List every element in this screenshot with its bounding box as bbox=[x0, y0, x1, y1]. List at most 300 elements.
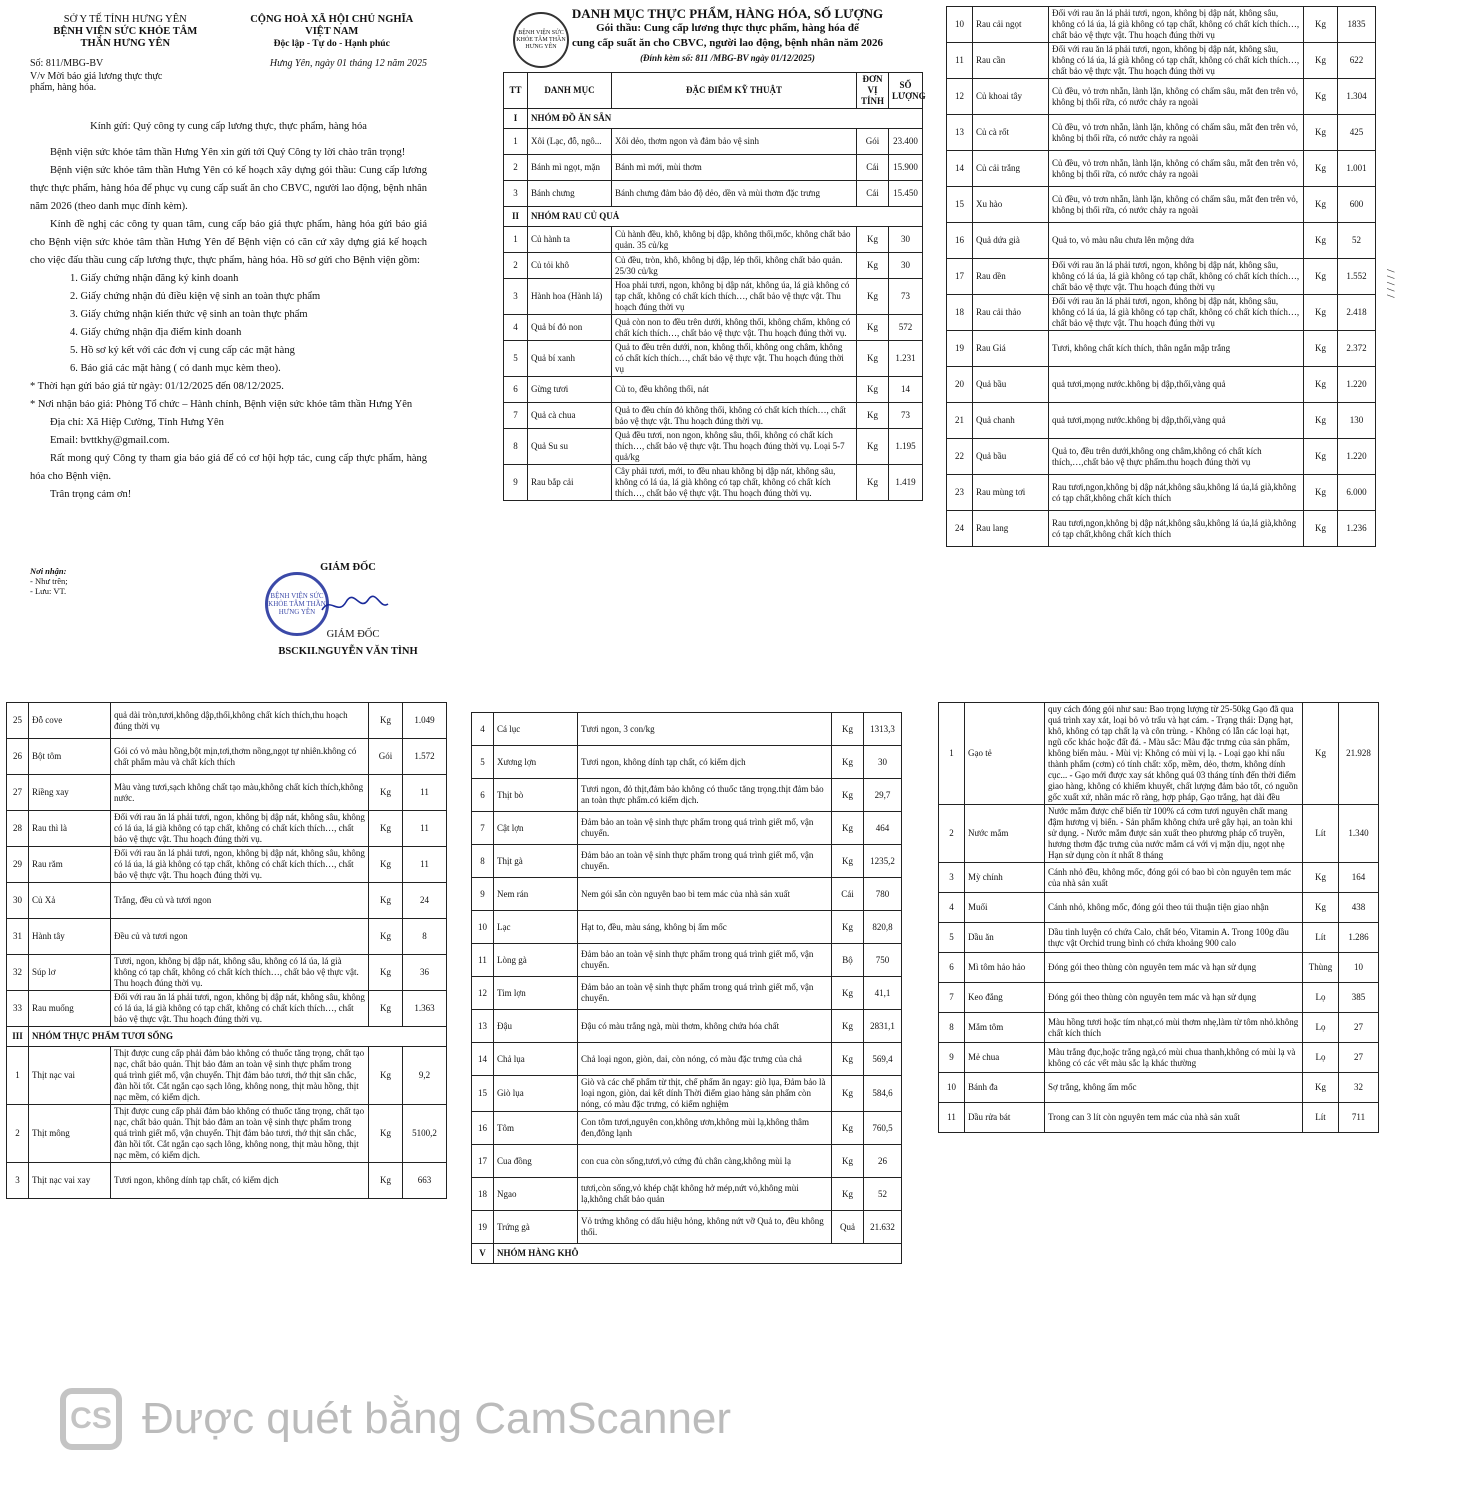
item-qty: 52 bbox=[1338, 223, 1376, 259]
table-row bbox=[7, 919, 447, 955]
org-line-1: SỞ Y TẾ TỈNH HƯNG YÊN bbox=[63, 14, 187, 25]
table-row bbox=[504, 207, 923, 227]
item-number: 1 bbox=[939, 703, 965, 805]
document-date: Hưng Yên, ngày 01 tháng 12 năm 2025 bbox=[269, 58, 427, 69]
item-name: Cua đồng bbox=[494, 1145, 578, 1178]
reference-line bbox=[30, 58, 427, 69]
thanks: Trân trọng cảm ơn! bbox=[50, 489, 132, 500]
item-spec: Củ đều, vỏ trơn nhẵn, lành lặn, không có chấm sâu, mắt đen trên vỏ, không bị thối rữa, có nước chảy ra ngoài bbox=[1049, 187, 1304, 223]
table-row bbox=[472, 878, 902, 911]
table-row bbox=[7, 955, 447, 991]
item-number: 8 bbox=[472, 845, 494, 878]
item-qty: 11 bbox=[403, 847, 447, 883]
item-unit: Kg bbox=[369, 775, 403, 811]
item-spec: Bánh mì mới, mùi thơm bbox=[612, 155, 857, 181]
table-row bbox=[472, 1076, 902, 1112]
item-unit: Kg bbox=[369, 955, 403, 991]
item-spec: Củ đều, vỏ trơn nhẵn, lành lặn, không có chấm sâu, mắt đen trên vỏ, không bị thối rữa, có nước chảy ra ngoài bbox=[1049, 115, 1304, 151]
item-spec: tươi,còn sống,vỏ khép chặt không hở mép,nứt vỏ,không mùi lạ,không chất bảo quản bbox=[578, 1178, 832, 1211]
item-qty: 21.632 bbox=[864, 1211, 902, 1244]
table-row bbox=[472, 1145, 902, 1178]
item-number: 2 bbox=[939, 805, 965, 863]
item-spec: Nước mắm được chế biến từ 100% cá cơm tươi nguyên chất mang đậm hương vị biển. - Sản phẩm không chứa urê gây hại, an toàn khi sử dụng. - Nước mắm được sản xuất theo phương pháp cổ truyền, hương thơm đặc trưng của nước mắm cá với vị mặn dịu, ngọt nhẹ Hạn sử dụng còn ít nhất 8 tháng bbox=[1045, 805, 1303, 863]
item-unit: Kg bbox=[832, 1076, 864, 1112]
item-unit: Kg bbox=[857, 341, 889, 377]
table-row bbox=[939, 863, 1379, 893]
item-number: 24 bbox=[947, 511, 973, 547]
items-table-p4 bbox=[6, 702, 447, 1199]
item-qty: 27 bbox=[1339, 1043, 1379, 1073]
table-row bbox=[472, 845, 902, 878]
header-cell: ĐẶC ĐIỂM KỸ THUẬT bbox=[612, 73, 857, 109]
table-row bbox=[504, 155, 923, 181]
item-unit: Kg bbox=[369, 1105, 403, 1163]
item-name: Nem rán bbox=[494, 878, 578, 911]
place-note: * Nơi nhận báo giá: Phòng Tổ chức – Hành chính, Bệnh viện sức khỏe tâm thần Hưng Yên bbox=[30, 399, 413, 410]
item-spec: Củ đều, vỏ trơn nhẵn, lành lặn, không có chấm sâu, mắt đen trên vỏ, không bị thối rữa, có nước chảy ra ngoài bbox=[1049, 151, 1304, 187]
table-row bbox=[7, 847, 447, 883]
item-spec: Đối với rau ăn lá phải tươi, ngon, không bị dập nát, không sâu, không có lá úa, lá già không có tạp chất, không có chất kích thích…, chất bảo vệ thực vật. Thu hoạch đúng thời vụ bbox=[1049, 43, 1304, 79]
item-name: Mắm tôm bbox=[965, 1013, 1045, 1043]
item-name: Rau cần bbox=[973, 43, 1049, 79]
item-name: Củ khoai tây bbox=[973, 79, 1049, 115]
item-unit: Kg bbox=[369, 991, 403, 1027]
item-qty: 1.231 bbox=[889, 341, 923, 377]
page-edge-mark: / / / / / bbox=[1383, 269, 1398, 298]
item-name: Củ cải trắng bbox=[973, 151, 1049, 187]
table-row bbox=[472, 1043, 902, 1076]
camscanner-watermark bbox=[60, 1388, 731, 1450]
table-row bbox=[939, 703, 1379, 805]
item-spec: Đảm bảo an toàn vệ sinh thực phẩm trong quá trình giết mổ, vận chuyển. bbox=[578, 944, 832, 977]
item-unit: Lọ bbox=[1303, 1013, 1339, 1043]
item-name: Củ cà rốt bbox=[973, 115, 1049, 151]
item-name: Mẻ chua bbox=[965, 1043, 1045, 1073]
table-row bbox=[472, 779, 902, 812]
item-name: Tim lợn bbox=[494, 977, 578, 1010]
item-unit: Kg bbox=[832, 1043, 864, 1076]
group-number: III bbox=[7, 1027, 29, 1047]
item-name: Bánh chưng bbox=[528, 181, 612, 207]
item-qty: 6.000 bbox=[1338, 475, 1376, 511]
item-name: Riềng xay bbox=[29, 775, 111, 811]
item-spec: quy cách đóng gói như sau: Bao trọng lượng từ 25-50kg Gạo đã qua quá trình xay xát, loại bỏ vỏ trấu và hạt cám. - Trạng thái: Dạng hạt, khô, không có tạp chất lạ và côn trùng. - Không có lẫn các loại hạt, ngũ cốc khác hoặc đất đá. - Màu sắc: Màu đặc trưng của sản phẩm, không biến màu. - Mùi vị: Không có mùi vị lạ. - Loại gạo khi nấu thành phẩm (cơm) có tính chất: xốp, mềm, dẻo, thơm, không dính cục... - Gạo mới được xay sát không quá 03 tháng tính đến thời điểm giao hàng, không có khiếm khuyết, chất lượng đảm bảo tốt, có nguồn gốc xuất xứ, nhãn mác rõ ràng, hợp pháp, Gạo trắng, hạt dài đều bbox=[1045, 703, 1303, 805]
item-spec: Xôi dẻo, thơm ngon và đảm bảo vệ sinh bbox=[612, 129, 857, 155]
item-number: 10 bbox=[939, 1073, 965, 1103]
table-row bbox=[939, 1013, 1379, 1043]
item-spec: Thịt được cung cấp phải đảm bảo không có thuốc tăng trọng, chất tạo nạc, chất bảo quản. Thịt bảo đảm an toàn vệ sinh thực phẩm trong quá trình giết mổ, vận chuyển. Thịt đảm bảo tươi, thớ thịt săn chắc, đàn hồi tốt. Cắt ngắn cạo sạch lông, không nong, thịt màu hồng, thịt nạc mềm, có kiểm dịch. bbox=[111, 1047, 369, 1105]
item-name: Mì tôm hảo hảo bbox=[965, 953, 1045, 983]
item-name: Rau cải thảo bbox=[973, 295, 1049, 331]
item-spec: Đều củ và tươi ngon bbox=[111, 919, 369, 955]
table-row bbox=[939, 893, 1379, 923]
item-qty: 464 bbox=[864, 812, 902, 845]
items-table-p6 bbox=[938, 702, 1379, 1133]
item-number: 13 bbox=[947, 115, 973, 151]
org-block bbox=[30, 14, 221, 50]
item-number: 18 bbox=[472, 1178, 494, 1211]
table-row bbox=[504, 253, 923, 279]
annex-page-3 bbox=[0, 690, 455, 1390]
item-name: Quả bí đỏ non bbox=[528, 315, 612, 341]
table-row bbox=[472, 746, 902, 779]
item-spec: Củ đều, tròn, khô, không bị dập, lép thối, không chất bảo quản. 25/30 củ/kg bbox=[612, 253, 857, 279]
item-number: 15 bbox=[472, 1076, 494, 1112]
item-spec: Quả còn non to đều trên dưới, không thối, không chấm, không có chất kích thích…, chất bảo vệ thực vật. Thu hoạch đúng thời vụ. bbox=[612, 315, 857, 341]
table-row bbox=[472, 812, 902, 845]
item-unit: Kg bbox=[1304, 367, 1338, 403]
annex-attachment-ref: (Đính kèm số: 811 /MBG-BV ngày 01/12/2025) bbox=[640, 53, 815, 63]
item-spec: Gói có vỏ màu hồng,bột mịn,tơi,thơm nồng,ngọt tự nhiên.không có chất phẩm màu và chất kích thích bbox=[111, 739, 369, 775]
item-unit: Kg bbox=[832, 977, 864, 1010]
item-name: Rau thì là bbox=[29, 811, 111, 847]
item-name: Ngao bbox=[494, 1178, 578, 1211]
item-qty: 1.363 bbox=[403, 991, 447, 1027]
annex-stamp: BỆNH VIỆN SỨC KHỎE TÂM THẦN HƯNG YÊN bbox=[513, 12, 569, 68]
table-row bbox=[947, 151, 1376, 187]
table-row bbox=[504, 403, 923, 429]
item-qty: 23.400 bbox=[889, 129, 923, 155]
item-spec: quả tươi,mọng nước.không bị dập,thối,vàng quả bbox=[1049, 367, 1304, 403]
item-unit: Kg bbox=[832, 1178, 864, 1211]
nation-block bbox=[236, 14, 427, 50]
item-spec: Đối với rau ăn lá phải tươi, ngon, không bị dập nát, không sâu, không có lá úa, lá già không có tạp chất, không có chất kích thích…, chất bảo vệ thực vật. Thu hoạch đúng thời vụ. bbox=[111, 847, 369, 883]
table-row bbox=[939, 1073, 1379, 1103]
item-spec: Đậu có màu trắng ngà, mùi thơm, không chứa hóa chất bbox=[578, 1010, 832, 1043]
item-qty: 130 bbox=[1338, 403, 1376, 439]
item-name: Hành hoa (Hành lá) bbox=[528, 279, 612, 315]
item-number: 9 bbox=[472, 878, 494, 911]
item-number: 4 bbox=[504, 315, 528, 341]
item-number: 3 bbox=[7, 1163, 29, 1199]
header-cell: ĐƠN VỊ TÍNH bbox=[857, 73, 889, 109]
item-spec: Dầu tinh luyện có chứa Calo, chất béo, Vitamin A. Trong 100g dầu thực vật Orchid trung bình có chứa khoảng 900 calo bbox=[1045, 923, 1303, 953]
item-unit: Thùng bbox=[1303, 953, 1339, 983]
item-spec: Củ to, đều không thối, nát bbox=[612, 377, 857, 403]
item-number: 2 bbox=[504, 155, 528, 181]
group-name: NHÓM THỰC PHẨM TƯƠI SỐNG bbox=[29, 1027, 447, 1047]
item-qty: 1313,3 bbox=[864, 713, 902, 746]
item-spec: Đối với rau ăn lá phải tươi, ngon, không bị dập nát, không sâu, không có lá úa, lá già không có tạp chất, không có chất kích thích…, chất bảo vệ thực vật. Thu hoạch đúng thời vụ bbox=[1049, 7, 1304, 43]
item-spec: Đảm bảo an toàn vệ sinh thực phẩm trong quá trình giết mổ, vận chuyển. bbox=[578, 977, 832, 1010]
table-row bbox=[472, 1178, 902, 1211]
item-unit: Kg bbox=[1304, 7, 1338, 43]
item-name: Giò lụa bbox=[494, 1076, 578, 1112]
item-name: Rau mùng tơi bbox=[973, 475, 1049, 511]
item-qty: 1.220 bbox=[1338, 439, 1376, 475]
table-row bbox=[939, 983, 1379, 1013]
item-unit: Lít bbox=[1303, 923, 1339, 953]
item-name: Củ Xả bbox=[29, 883, 111, 919]
item-qty: 711 bbox=[1339, 1103, 1379, 1133]
item-qty: 572 bbox=[889, 315, 923, 341]
item-number: 9 bbox=[504, 465, 528, 501]
item-spec: Đảm bảo an toàn vệ sinh thực phẩm trong quá trình giết mổ, vận chuyển. bbox=[578, 812, 832, 845]
item-number: 19 bbox=[472, 1211, 494, 1244]
item-number: 3 bbox=[504, 279, 528, 315]
item-name: Bánh đa bbox=[965, 1073, 1045, 1103]
item-number: 1 bbox=[504, 129, 528, 155]
table-row bbox=[504, 129, 923, 155]
item-qty: 1235,2 bbox=[864, 845, 902, 878]
item-number: 1 bbox=[7, 1047, 29, 1105]
item-number: 17 bbox=[947, 259, 973, 295]
table-row bbox=[7, 1105, 447, 1163]
item-spec: Đối với rau ăn lá phải tươi, ngon, không bị dập nát, không sâu, không có lá úa, lá già không có tạp chất, không có chất kích thích…, chất bảo vệ thực vật. Thu hoạch đúng thời vụ. bbox=[111, 811, 369, 847]
item-number: 16 bbox=[472, 1112, 494, 1145]
table-row bbox=[939, 805, 1379, 863]
item-name: Thịt nạc vai bbox=[29, 1047, 111, 1105]
item-spec: Trong can 3 lít còn nguyên tem mác của nhà sản xuất bbox=[1045, 1103, 1303, 1133]
item-spec: Tươi ngon, 3 con/kg bbox=[578, 713, 832, 746]
item-spec: Màu trắng đục,hoặc trắng ngà,có mùi chua thanh,không có mùi lạ và không có các vết màu sắc lạ khác thường bbox=[1045, 1043, 1303, 1073]
camscanner-logo-icon: CS bbox=[60, 1388, 122, 1450]
table-row bbox=[947, 511, 1376, 547]
item-name: Lạc bbox=[494, 911, 578, 944]
item-number: 6 bbox=[939, 953, 965, 983]
item-spec: Đối với rau ăn lá phải tươi, ngon, không bị dập nát, không sâu, không có lá úa, lá già không có tạp chất, không có chất kích thích…, chất bảo vệ thực vật. Thu hoạch đúng thời vụ bbox=[1049, 295, 1304, 331]
nation-line-1: CỘNG HOÀ XÃ HỘI CHỦ NGHĨA VIỆT NAM bbox=[250, 14, 414, 37]
item-name: Quả dứa già bbox=[973, 223, 1049, 259]
item-qty: 760,5 bbox=[864, 1112, 902, 1145]
watermark-text: Được quét bằng CamScanner bbox=[142, 1394, 732, 1443]
item-spec: Cây phải tươi, mới, to đều nhau không bị dập nát, không sâu, không có lá úa, lá già không có tạp chất, không có chất kích thích…, chất bảo vệ thực vật. Thu hoạch đúng thời vụ. bbox=[612, 465, 857, 501]
item-spec: Tươi, không chất kích thích, thân ngắn mập trắng bbox=[1049, 331, 1304, 367]
item-name: Thịt nạc vai xay bbox=[29, 1163, 111, 1199]
recipient-2: - Lưu: VT. bbox=[30, 586, 67, 596]
item-spec: quả dài tròn,tươi,không dập,thối,không chất kích thích,thu hoạch đúng thời vụ bbox=[111, 703, 369, 739]
item-number: 11 bbox=[947, 43, 973, 79]
item-name: Thịt bò bbox=[494, 779, 578, 812]
item-unit: Cái bbox=[857, 181, 889, 207]
item-name: Thịt mông bbox=[29, 1105, 111, 1163]
item-number: 14 bbox=[472, 1043, 494, 1076]
item-unit: Kg bbox=[832, 812, 864, 845]
item-unit: Kg bbox=[832, 1145, 864, 1178]
item-unit: Kg bbox=[1304, 475, 1338, 511]
table-row bbox=[7, 1027, 447, 1047]
item-qty: 52 bbox=[864, 1178, 902, 1211]
item-spec: Quả to, đều trên dưới,không ong châm,không có chất kích thích,…,chất bảo vệ thực phẩm.thu hoạch đúng thời vụ bbox=[1049, 439, 1304, 475]
item-unit: Kg bbox=[369, 883, 403, 919]
item-name: Quả Su su bbox=[528, 429, 612, 465]
item-spec: Rau tươi,ngon,không bị dập nát,không sâu,không lá úa,lá già,không có tạp chất,không chất kích thích bbox=[1049, 475, 1304, 511]
table-row bbox=[472, 1010, 902, 1043]
item-unit: Kg bbox=[1304, 403, 1338, 439]
item-number: 11 bbox=[939, 1103, 965, 1133]
item-unit: Kg bbox=[857, 377, 889, 403]
item-name: Muối bbox=[965, 893, 1045, 923]
sign-title: GIÁM ĐỐC bbox=[320, 562, 376, 573]
item-name: Chả lụa bbox=[494, 1043, 578, 1076]
item-unit: Kg bbox=[369, 1163, 403, 1199]
item-spec: Thịt được cung cấp phải đảm bảo không có thuốc tăng trọng, chất tạo nạc, chất bảo quản. Thịt bảo đảm an toàn vệ sinh thực phẩm trong quá trình giết mổ, vận chuyển. Thịt đảm bảo tươi, thớ thịt săn chắc, đàn hồi tốt. Cắt ngắn cạo sạch lông, không nong, thịt màu hồng, thịt nạc mềm, có kiểm dịch. bbox=[111, 1105, 369, 1163]
item-unit: Kg bbox=[857, 253, 889, 279]
table-row bbox=[7, 1163, 447, 1199]
item-spec: Bánh chưng đảm bảo độ dẻo, dền và mùi thơm đặc trưng bbox=[612, 181, 857, 207]
item-unit: Kg bbox=[1304, 223, 1338, 259]
item-number: 7 bbox=[504, 403, 528, 429]
item-qty: 15.450 bbox=[889, 181, 923, 207]
item-spec: Giò và các chế phẩm từ thịt, chế phẩm ăn ngay: giò lụa, Đảm bảo là loại ngon, giòn, dai kết dính Thời điểm giao hàng sản phẩm còn nóng, có màu đặc trưng, có kiểm nghiệm bbox=[578, 1076, 832, 1112]
group-name: NHÓM ĐỒ ĂN SẴN bbox=[528, 109, 923, 129]
item-unit: Lọ bbox=[1303, 1043, 1339, 1073]
org-line-2: BỆNH VIỆN SỨC KHỎE TÂM bbox=[53, 26, 198, 37]
item-number: 21 bbox=[947, 403, 973, 439]
item-name: Rau Giá bbox=[973, 331, 1049, 367]
item-qty: 32 bbox=[1339, 1073, 1379, 1103]
annex-subtitle-1: Gói thầu: Cung cấp lương thực thực phẩm, hàng hóa để bbox=[596, 22, 859, 34]
item-name: Thịt gà bbox=[494, 845, 578, 878]
item-qty: 8 bbox=[403, 919, 447, 955]
item-spec: Tươi, ngon, không bị dập nát, không sâu, không có lá úa, lá già không có tạp chất, không có chất kích thích…, chất bảo vệ thực vật. Thu hoạch đúng thời vụ. bbox=[111, 955, 369, 991]
table-row bbox=[504, 181, 923, 207]
item-spec: Củ đều, vỏ trơn nhẵn, lành lặn, không có chấm sâu, mắt đen trên vỏ, không bị thối rữa, có nước chảy ra ngoài bbox=[1049, 79, 1304, 115]
item-unit: Kg bbox=[1304, 115, 1338, 151]
table-row bbox=[947, 7, 1376, 43]
item-unit: Gói bbox=[857, 129, 889, 155]
item-name: Cá lục bbox=[494, 713, 578, 746]
item-name: Đỗ cove bbox=[29, 703, 111, 739]
item-number: 22 bbox=[947, 439, 973, 475]
sign-title-2: GIÁM ĐỐC bbox=[326, 629, 380, 640]
sign-name: BSCKII.NGUYỄN VĂN TÌNH bbox=[278, 646, 418, 657]
item-qty: 2831,1 bbox=[864, 1010, 902, 1043]
item-spec: Quả đều tươi, non ngon, không sâu, thối, không có chất kích thích…, chất bảo vệ thực vật. Thu hoạch đúng thời vụ. Loại 5-7 quả/kg bbox=[612, 429, 857, 465]
item-spec: Vỏ trứng không có dấu hiệu hỏng, không nứt vỡ Quả to, đều không thối. bbox=[578, 1211, 832, 1244]
table-row bbox=[939, 923, 1379, 953]
item-unit: Kg bbox=[1304, 439, 1338, 475]
address: Địa chỉ: Xã Hiệp Cường, Tỉnh Hưng Yên bbox=[50, 417, 224, 428]
item-qty: 820,8 bbox=[864, 911, 902, 944]
item-qty: 1.001 bbox=[1338, 151, 1376, 187]
item-number: 4 bbox=[472, 713, 494, 746]
item-spec: Tươi ngon, đỏ thịt,đảm bảo không có thuốc tăng trọng.thịt đảm bảo an toàn thực phẩm.có kiểm dịch. bbox=[578, 779, 832, 812]
item-number: 25 bbox=[7, 703, 29, 739]
item-number: 30 bbox=[7, 883, 29, 919]
group-number: I bbox=[504, 109, 528, 129]
table-row bbox=[939, 1103, 1379, 1133]
item-qty: 30 bbox=[889, 253, 923, 279]
item-qty: 41,1 bbox=[864, 977, 902, 1010]
item-unit: Kg bbox=[857, 429, 889, 465]
annex-page-2 bbox=[942, 0, 1461, 680]
item-qty: 600 bbox=[1338, 187, 1376, 223]
item-unit: Kg bbox=[1304, 511, 1338, 547]
letter-page bbox=[0, 0, 455, 680]
item-name: Cật lợn bbox=[494, 812, 578, 845]
header-cell: SỐ LƯỢNG bbox=[889, 73, 923, 109]
item-name: Rau cải ngọt bbox=[973, 7, 1049, 43]
list-item: 5. Hồ sơ ký kết với các đơn vị cung cấp các mặt hàng bbox=[70, 345, 295, 356]
item-name: Xu hào bbox=[973, 187, 1049, 223]
item-unit: Kg bbox=[832, 713, 864, 746]
item-spec: Nem gói sẵn còn nguyên bao bì tem mác của nhà sản xuất bbox=[578, 878, 832, 911]
item-unit: Kg bbox=[857, 465, 889, 501]
table-row bbox=[947, 439, 1376, 475]
item-unit: Lít bbox=[1303, 1103, 1339, 1133]
item-number: 15 bbox=[947, 187, 973, 223]
item-unit: Kg bbox=[369, 847, 403, 883]
table-row bbox=[504, 341, 923, 377]
item-qty: 750 bbox=[864, 944, 902, 977]
item-qty: 2.372 bbox=[1338, 331, 1376, 367]
item-name: Rau muống bbox=[29, 991, 111, 1027]
item-qty: 1.572 bbox=[403, 739, 447, 775]
item-unit: Gói bbox=[369, 739, 403, 775]
item-spec: Quả to đều trên dưới, non, không thối, không ong châm, không có chất kích thích…, chất bảo vệ thực vật. Thu hoạch đúng thời vụ bbox=[612, 341, 857, 377]
item-number: 9 bbox=[939, 1043, 965, 1073]
item-name: Rau răm bbox=[29, 847, 111, 883]
item-number: 10 bbox=[947, 7, 973, 43]
item-qty: 2.418 bbox=[1338, 295, 1376, 331]
group-name: NHÓM HÀNG KHÔ bbox=[494, 1244, 902, 1264]
table-row bbox=[472, 911, 902, 944]
item-unit: Kg bbox=[857, 279, 889, 315]
item-unit: Kg bbox=[832, 779, 864, 812]
item-unit: Lọ bbox=[1303, 983, 1339, 1013]
item-number: 2 bbox=[7, 1105, 29, 1163]
item-qty: 9,2 bbox=[403, 1047, 447, 1105]
item-name: Củ tỏi khô bbox=[528, 253, 612, 279]
item-qty: 1.220 bbox=[1338, 367, 1376, 403]
item-spec: Con tôm tươi,nguyên con,không ươn,không mùi lạ,không thâm đen,đông lạnh bbox=[578, 1112, 832, 1145]
item-qty: 622 bbox=[1338, 43, 1376, 79]
item-qty: 30 bbox=[889, 227, 923, 253]
item-qty: 27 bbox=[1339, 1013, 1379, 1043]
table-row bbox=[7, 775, 447, 811]
item-qty: 24 bbox=[403, 883, 447, 919]
table-row bbox=[504, 465, 923, 501]
items-table-p5 bbox=[471, 712, 902, 1264]
item-number: 5 bbox=[504, 341, 528, 377]
item-spec: Đóng gói theo thùng còn nguyên tem mác và hạn sử dụng bbox=[1045, 953, 1303, 983]
table-row bbox=[472, 713, 902, 746]
nation-line-2: Độc lập - Tự do - Hạnh phúc bbox=[273, 39, 390, 49]
document-subject: V/v Mời báo giá lương thực thực phẩm, hàng hóa. bbox=[30, 71, 163, 93]
item-number: 13 bbox=[472, 1010, 494, 1043]
item-name: Quả bí xanh bbox=[528, 341, 612, 377]
item-unit: Kg bbox=[832, 1112, 864, 1145]
item-name: Quả bầu bbox=[973, 439, 1049, 475]
item-spec: Củ hành đều, khô, không bị dập, không thối,mốc, không chất bảo quản. 35 củ/kg bbox=[612, 227, 857, 253]
item-name: Rau dền bbox=[973, 259, 1049, 295]
item-spec: Tươi ngon, không dính tạp chất, có kiểm dịch bbox=[578, 746, 832, 779]
table-row bbox=[947, 43, 1376, 79]
item-unit: Kg bbox=[857, 315, 889, 341]
item-number: 27 bbox=[7, 775, 29, 811]
item-number: 26 bbox=[7, 739, 29, 775]
item-qty: 1.419 bbox=[889, 465, 923, 501]
recipients-label: Nơi nhận: bbox=[30, 566, 67, 576]
item-name: Quả bầu bbox=[973, 367, 1049, 403]
item-qty: 10 bbox=[1339, 953, 1379, 983]
item-qty: 1.195 bbox=[889, 429, 923, 465]
item-name: Củ hành ta bbox=[528, 227, 612, 253]
item-name: Gừng tươi bbox=[528, 377, 612, 403]
item-unit: Kg bbox=[1304, 43, 1338, 79]
item-number: 23 bbox=[947, 475, 973, 511]
item-spec: Hoa phải tươi, ngon, không bị dập nát, không úa, lá già không có tạp chất, không có chất kích thích…, chất bảo vệ thực vật. Thu hoạch đúng thời vụ bbox=[612, 279, 857, 315]
annex-page-1 bbox=[495, 0, 930, 680]
item-number: 11 bbox=[472, 944, 494, 977]
item-unit: Kg bbox=[832, 1010, 864, 1043]
item-qty: 5100,2 bbox=[403, 1105, 447, 1163]
paragraph-request: Kính đề nghị các công ty quan tâm, cung cấp báo giá thực phẩm, hàng hóa gửi báo giá cho Bệnh viện sức khỏe tâm thần Hưng Yên để Bệnh viện có căn cứ xây dựng giá kế hoạch cho việc đấu thầu cung cấp lương thực, thực phẩm, hàng hóa. Hồ sơ gửi cho Bệnh viện gồm: bbox=[30, 219, 427, 266]
item-spec: Chả loại ngon, giòn, dai, còn nóng, có màu đặc trưng của chả bbox=[578, 1043, 832, 1076]
item-unit: Kg bbox=[857, 227, 889, 253]
item-qty: 569,4 bbox=[864, 1043, 902, 1076]
